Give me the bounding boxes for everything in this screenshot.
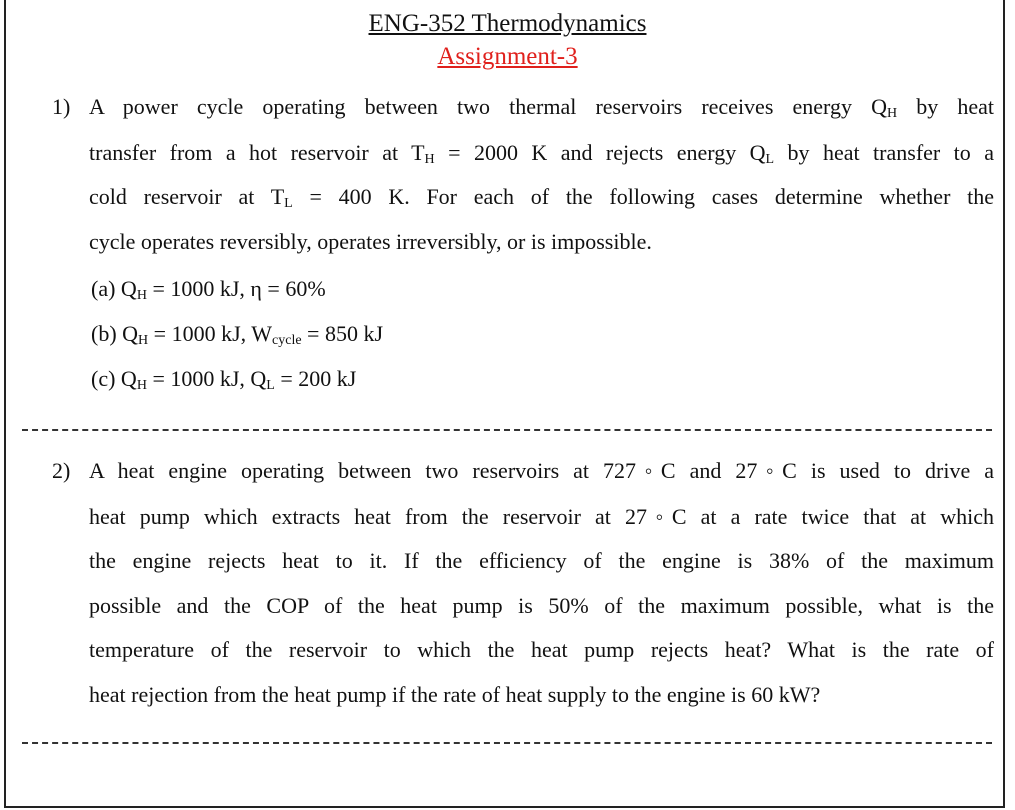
question-1-line-2: transfer from a hot reservoir at $T_H = 2000$ K and rejects energy $Q_L$ by heat transfer to a xyxy=(89,140,994,167)
question-1-line-1: A power cycle operating between two thermal reservoirs receives energy $Q_H$ by heat xyxy=(89,94,994,121)
question-2-line-2: heat pump which extracts heat from the reservoir at 27◦C at a rate twice that at which xyxy=(89,504,994,529)
question-1-line-4: cycle operates reversibly, operates irreversibly, or is impossible. xyxy=(89,229,652,254)
question-1-number: 1) xyxy=(52,94,71,119)
dashed-separator-1 xyxy=(22,429,992,431)
assignment-title: Assignment-3 xyxy=(437,43,578,70)
question-1-line-3: cold reservoir at $T_L = 400$ K. For each of the following cases determine whether the xyxy=(89,184,994,211)
question-2-line-3: the engine rejects heat to it. If the efficiency of the engine is 38% of the maximum xyxy=(89,548,994,573)
question-1-case-c: (c) $Q_H = 1000$ kJ, $Q_L = 200$ kJ xyxy=(91,366,357,393)
question-1-case-b: (b) $Q_H = 1000$ kJ, $W_{cycle} = 850$ kJ xyxy=(91,321,384,348)
question-2-number: 2) xyxy=(52,458,71,483)
question-2-line-6: heat rejection from the heat pump if the rate of heat supply to the engine is 60 kW? xyxy=(89,682,821,707)
course-title: ENG-352 Thermodynamics xyxy=(368,10,647,37)
question-2-line-4: possible and the COP of the heat pump is 50% of the maximum possible, what is the xyxy=(89,593,994,618)
question-1-case-a: (a) $Q_H = 1000$ kJ, η = 60% xyxy=(91,276,326,303)
question-2-line-5: temperature of the reservoir to which the heat pump rejects heat? What is the rate of xyxy=(89,637,994,662)
dashed-separator-2 xyxy=(22,742,992,744)
question-2-line-1: A heat engine operating between two reservoirs at 727◦C and 27◦C is used to drive a xyxy=(89,458,994,483)
